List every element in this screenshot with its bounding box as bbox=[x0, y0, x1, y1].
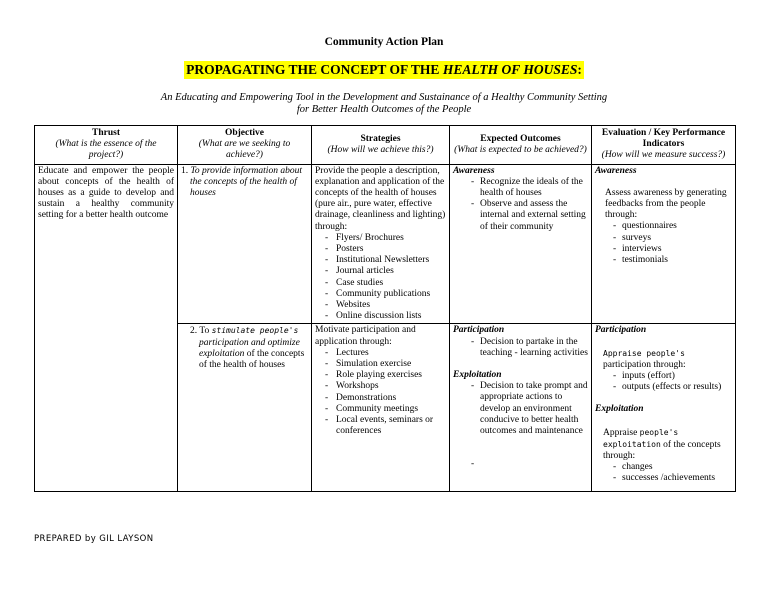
outcome-section-title: Awareness bbox=[453, 165, 495, 176]
evaluation-mono-text: people's exploitation bbox=[603, 427, 679, 449]
evaluation-section-title: Exploitation bbox=[595, 404, 644, 415]
evaluation-cell bbox=[592, 324, 736, 492]
outcome-list bbox=[453, 337, 588, 359]
list-item: - inputs (effort) bbox=[613, 371, 732, 382]
evaluation-intro-text: participation through: bbox=[603, 359, 686, 370]
objective-number: 1. bbox=[181, 165, 189, 176]
header-thrust bbox=[35, 126, 178, 165]
list-item: - Institutional Newsletters bbox=[325, 255, 446, 266]
list-item: - Observe and assess the internal and external setting of their community bbox=[471, 199, 588, 233]
list-item: - Decision to partake in the teaching - learning activities bbox=[471, 337, 588, 359]
evaluation-mono-text: Appraise people's bbox=[603, 348, 685, 358]
table-row bbox=[35, 164, 736, 324]
highlighted-banner bbox=[184, 61, 584, 79]
table-header-row bbox=[35, 126, 736, 165]
strategy-cell bbox=[312, 164, 450, 324]
evaluation-intro: Assess awareness by generating feedbacks from the people through: bbox=[605, 187, 727, 221]
banner-prefix: PROPAGATING THE CONCEPT OF THE bbox=[186, 62, 443, 77]
objective-mono-text: stimulate people's bbox=[211, 326, 299, 336]
objective-rest: participation and optimize bbox=[199, 337, 300, 348]
strategy-intro: Provide the people a description, explanation and application of the concepts of the health of houses (pure air., pure water, effective drainage, cleanliness and lighting) through: bbox=[315, 165, 446, 232]
evaluation-section-title: Awareness bbox=[595, 165, 637, 176]
objective-text: To provide information about the concepts of the health of houses bbox=[190, 165, 302, 199]
list-item: - interviews bbox=[613, 244, 732, 255]
list-item: - Journal articles bbox=[325, 266, 446, 277]
header-subtitle: (How will we achieve this?) bbox=[327, 144, 434, 155]
evaluation-intro bbox=[595, 348, 732, 371]
action-plan-table bbox=[34, 125, 736, 492]
list-item: - questionnaires bbox=[613, 221, 732, 232]
subtitle bbox=[0, 92, 768, 116]
outcome-cell bbox=[450, 164, 592, 324]
objective-cell bbox=[178, 164, 312, 324]
evaluation-section-title: Participation bbox=[595, 325, 647, 336]
list-item: - Workshops bbox=[325, 381, 446, 392]
subtitle-line-1: An Educating and Empowering Tool in the Development and Sustainance of a Healthy Community Setting bbox=[160, 92, 608, 103]
list-item: - Lectures bbox=[325, 348, 446, 359]
outcome-section-title: Exploitation bbox=[453, 370, 502, 381]
header-expected-outcomes bbox=[450, 126, 592, 165]
subtitle-line-2: for Better Health Outcomes of the People bbox=[296, 104, 472, 115]
header-title: Evaluation / Key Performance Indicators bbox=[601, 128, 726, 150]
evaluation-list bbox=[595, 462, 732, 484]
list-item: - outputs (effects or results) bbox=[613, 382, 732, 393]
list-item: - Websites bbox=[325, 300, 446, 311]
header-objective bbox=[178, 126, 312, 165]
list-item: - testimonials bbox=[613, 255, 732, 266]
header-subtitle: (How will we measure success?) bbox=[601, 150, 726, 161]
list-item: - Community publications bbox=[325, 289, 446, 300]
evaluation-list bbox=[595, 221, 732, 266]
header-title: Objective bbox=[224, 128, 265, 138]
document-title: Community Action Plan bbox=[324, 36, 444, 48]
strategy-cell bbox=[312, 324, 450, 492]
objective-item bbox=[190, 325, 308, 371]
objective-cell bbox=[178, 324, 312, 492]
banner-suffix: : bbox=[577, 62, 582, 77]
header-title: Strategies bbox=[360, 133, 401, 144]
list-item: - Online discussion lists bbox=[325, 311, 446, 322]
banner-emphasis: HEALTH OF HOUSES bbox=[442, 62, 578, 77]
list-item: - Simulation exercise bbox=[325, 359, 446, 370]
objective-tail-italic: exploitation bbox=[199, 348, 245, 359]
banner bbox=[0, 61, 768, 79]
outcome-list bbox=[453, 177, 588, 233]
list-item: - Posters bbox=[325, 244, 446, 255]
list-item: - Demonstrations bbox=[325, 393, 446, 404]
evaluation-intro-plain: Appraise bbox=[603, 427, 638, 438]
strategy-intro: Motivate participation and application through: bbox=[315, 325, 416, 347]
header-strategies bbox=[312, 126, 450, 165]
outcome-section-title: Participation bbox=[453, 325, 505, 336]
objective-tail: of the concepts of the health of houses bbox=[199, 348, 305, 371]
header-subtitle: (What are we seeking to achieve?) bbox=[198, 139, 291, 161]
prepared-by-footer: PREPARED by GIL LAYSON bbox=[34, 534, 154, 544]
thrust-cell bbox=[35, 164, 178, 492]
header-subtitle: (What is the essence of the project?) bbox=[55, 139, 157, 161]
list-item: - Local events, seminars or conferences bbox=[325, 415, 446, 437]
objective-item bbox=[181, 166, 308, 200]
list-item: - Decision to take prompt and appropriate actions to develop an environment conducive to better health outcomes and maintenance bbox=[471, 381, 588, 437]
header-title: Thrust bbox=[92, 128, 120, 138]
list-item: - surveys bbox=[613, 233, 732, 244]
strategy-list bbox=[315, 348, 446, 438]
list-item: - Role playing exercises bbox=[325, 370, 446, 381]
outcome-list bbox=[453, 381, 588, 437]
list-item: - Flyers/ Brochures bbox=[325, 233, 446, 244]
objective-number: 2. To bbox=[190, 326, 210, 337]
outcome-trailing-dash: - bbox=[471, 459, 475, 470]
header-evaluation bbox=[592, 126, 736, 165]
list-item: - changes bbox=[613, 462, 732, 473]
outcome-cell bbox=[450, 324, 592, 492]
evaluation-intro-rest: of the concepts through: bbox=[603, 439, 721, 462]
evaluation-intro bbox=[595, 427, 732, 463]
list-item: - Recognize the ideals of the health of houses bbox=[471, 177, 588, 199]
list-item: - successes /achievements bbox=[613, 473, 732, 484]
list-item: - Case studies bbox=[325, 278, 446, 289]
evaluation-cell bbox=[592, 164, 736, 324]
evaluation-list bbox=[595, 371, 732, 393]
thrust-text: Educate and empower the people about concepts of the health of houses as a guide to develop and sustain a healthy community setting for a better health outcome bbox=[38, 165, 174, 221]
header-title: Expected Outcomes bbox=[480, 133, 561, 144]
strategy-list bbox=[315, 233, 446, 323]
list-item: - Community meetings bbox=[325, 404, 446, 415]
header-subtitle: (What is expected to be achieved?) bbox=[454, 144, 587, 155]
